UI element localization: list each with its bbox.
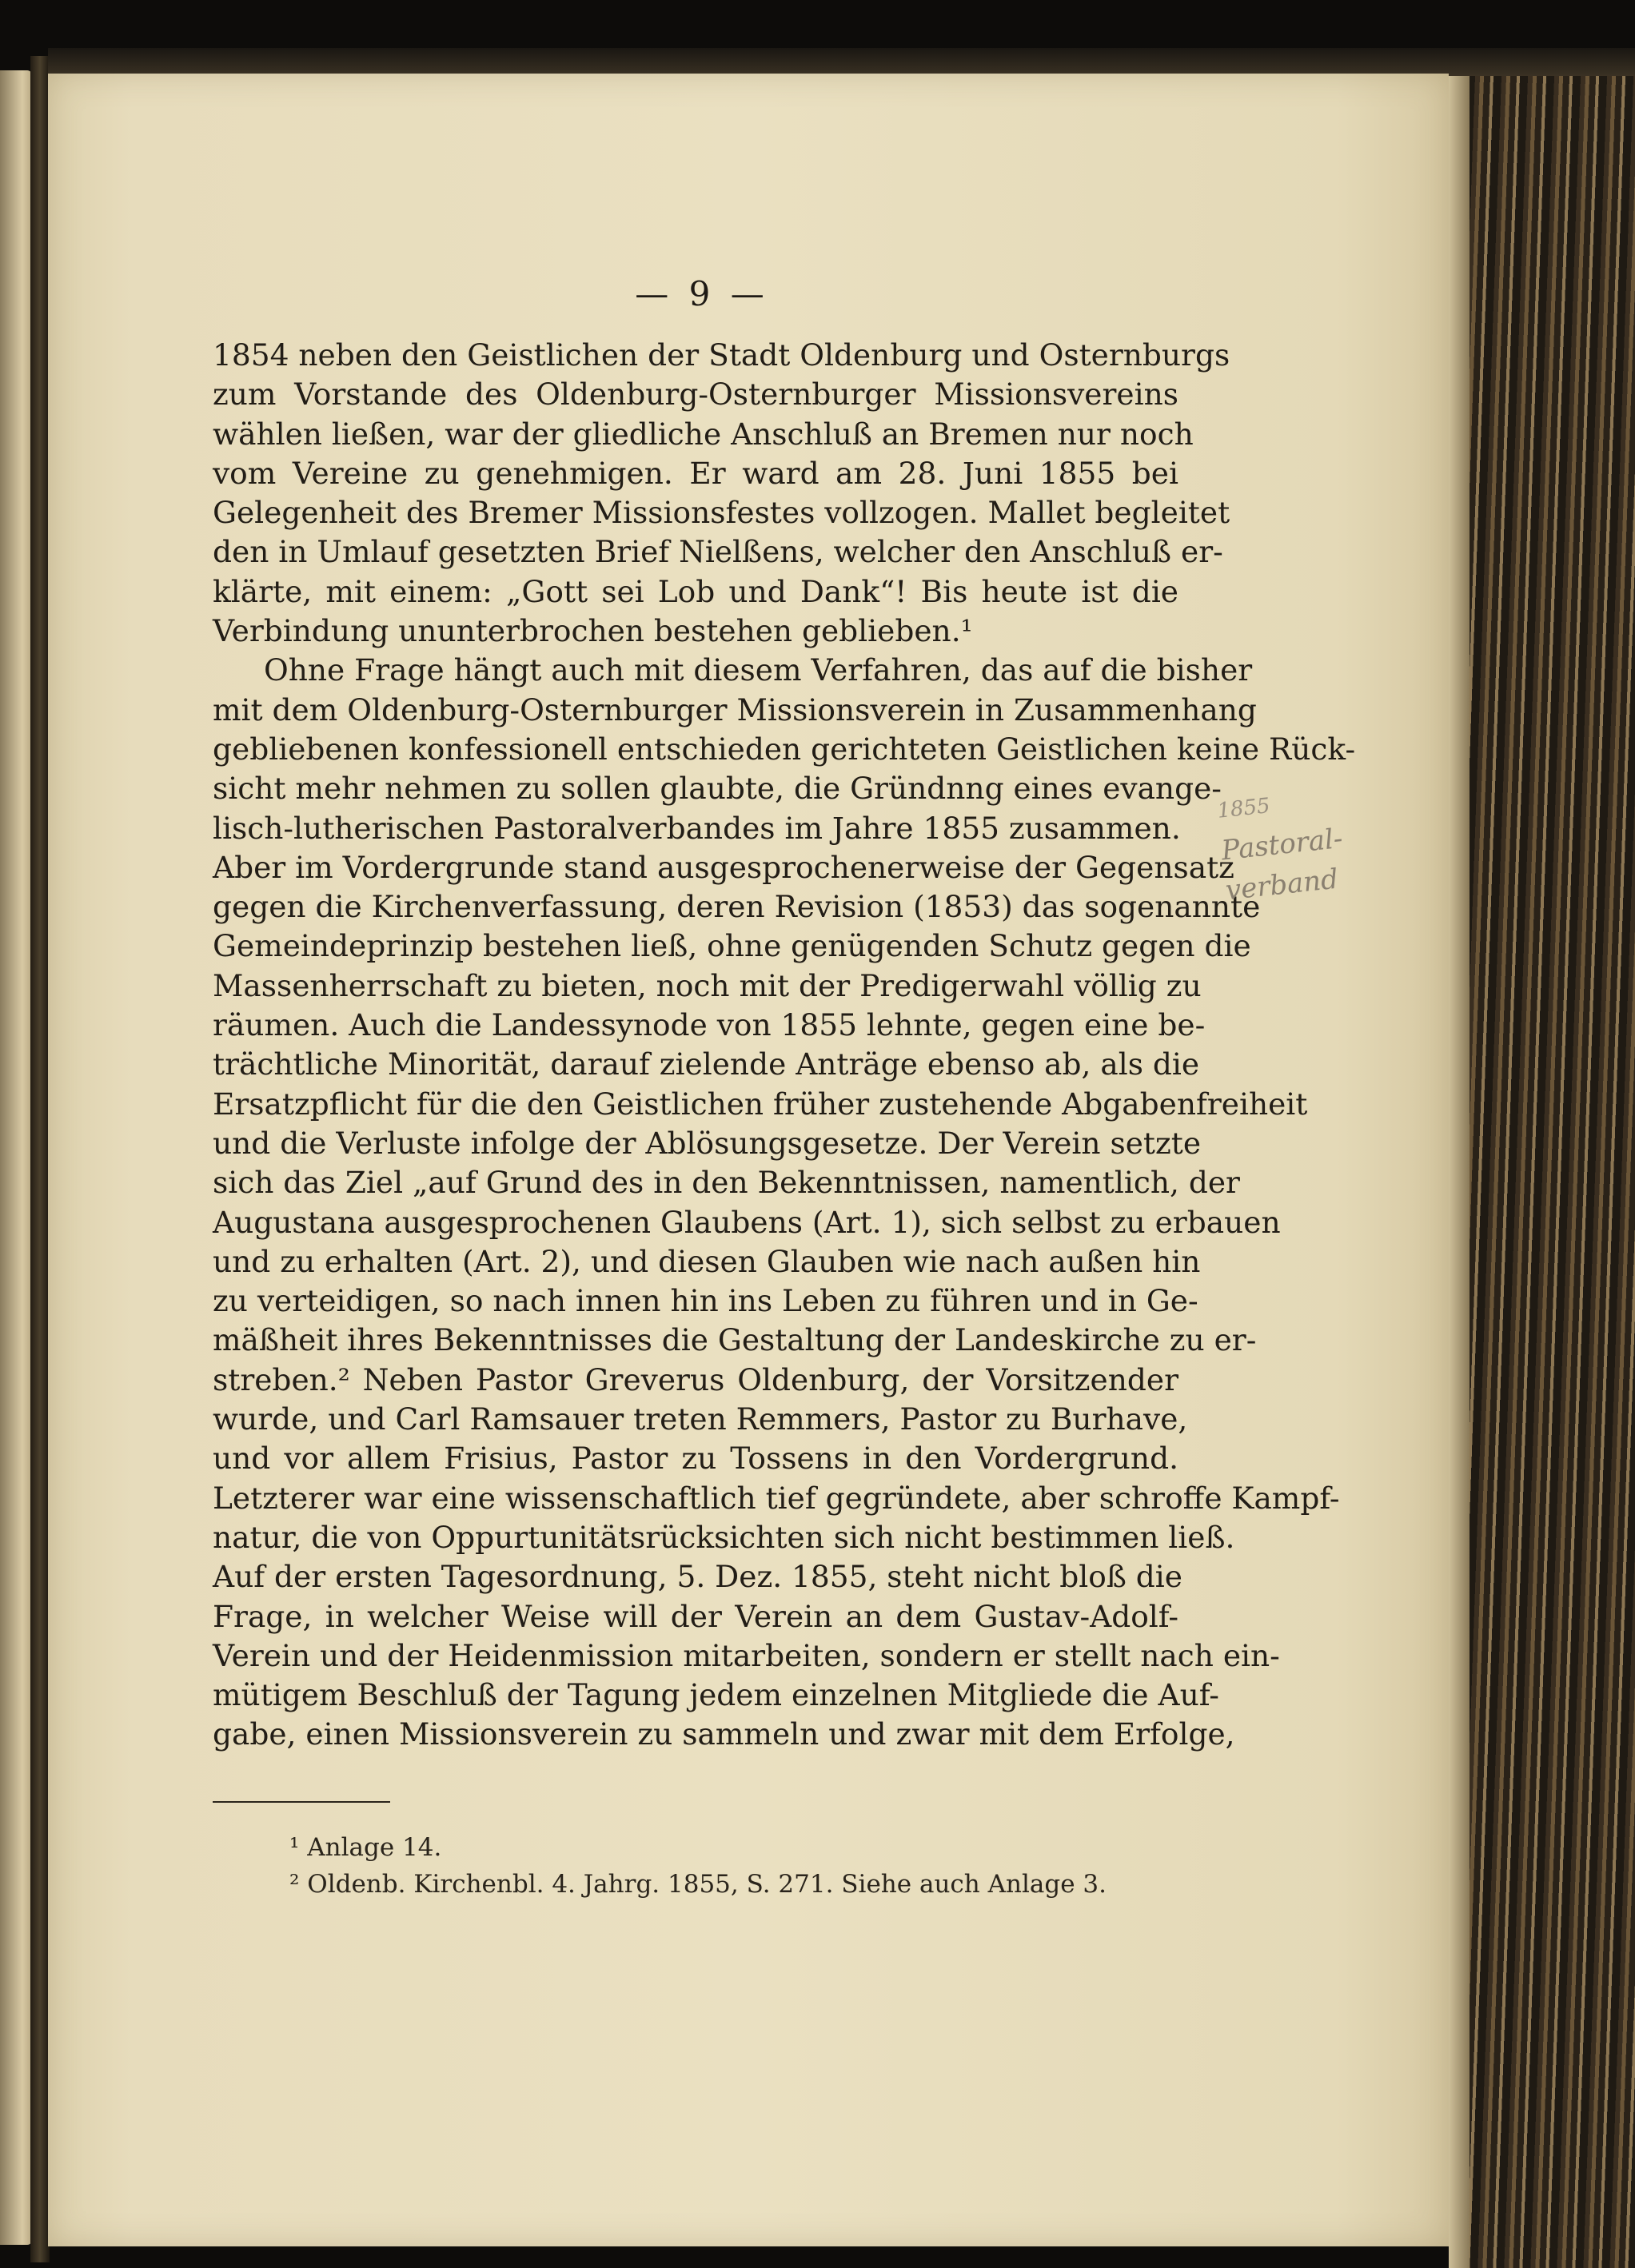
text-line: lisch-lutherischen Pastoralverbandes im Jahre 1855 zusammen. xyxy=(213,810,1181,846)
text-line: Letzterer war eine wissenschaftlich tief gegründete, aber schroffe Kampf- xyxy=(213,1480,1340,1516)
text-line: sicht mehr nehmen zu sollen glaubte, die Gründnng eines evange- xyxy=(213,771,1222,807)
facing-page-edge xyxy=(0,70,32,2245)
text-line: wählen ließen, war der gliedliche Anschluß an Bremen nur noch xyxy=(213,416,1194,452)
book-cover-top xyxy=(48,48,1635,77)
text-line: mäßheit ihres Bekenntnisses die Gestaltung der Landeskirche zu er- xyxy=(213,1322,1257,1358)
text-line: Ohne Frage hängt auch mit diesem Verfahren, das auf die bisher xyxy=(264,652,1253,688)
text-line: zu verteidigen, so nach innen hin ins Leben zu führen und in Ge- xyxy=(213,1283,1198,1319)
footnote: ² Oldenb. Kirchenbl. 4. Jahrg. 1855, S. 271. Siehe auch Anlage 3. xyxy=(289,1870,1107,1899)
marginalia-line: verband xyxy=(1223,863,1340,907)
marbled-book-cover xyxy=(1449,76,1635,2268)
marginalia-line: 1855 xyxy=(1216,794,1271,823)
footnotes xyxy=(289,1829,1169,1903)
text-line: zum Vorstande des Oldenburg-Osternburger Missionsvereins xyxy=(213,377,1178,413)
text-line: Auf der ersten Tagesordnung, 5. Dez. 1855, steht nicht bloß die xyxy=(213,1559,1182,1595)
text-line: und zu erhalten (Art. 2), und diesen Glauben wie nach außen hin xyxy=(213,1243,1201,1279)
footnote: ¹ Anlage 14. xyxy=(289,1833,442,1862)
handwritten-marginalia xyxy=(1215,770,1434,911)
text-line: und die Verluste infolge der Ablösungsgesetze. Der Verein setzte xyxy=(213,1125,1202,1161)
text-line: Verein und der Heidenmission mitarbeiten, sondern er stellt nach ein- xyxy=(213,1637,1280,1673)
text-line: streben.² Neben Pastor Greverus Oldenburg, der Vorsitzender xyxy=(213,1361,1178,1397)
page-number: — 9 — xyxy=(635,274,769,313)
book-gutter xyxy=(30,56,50,2262)
text-line: räumen. Auch die Landessynode von 1855 lehnte, gegen eine be- xyxy=(213,1007,1206,1043)
text-line: trächtliche Minorität, darauf zielende Anträge ebenso ab, als die xyxy=(213,1046,1200,1082)
text-line: Frage, in welcher Weise will der Verein an dem Gustav-Adolf- xyxy=(213,1598,1178,1634)
text-line: Gelegenheit des Bremer Missionsfestes vollzogen. Mallet begleitet xyxy=(213,495,1230,531)
text-line: gegen die Kirchenverfassung, deren Revision (1853) das sogenannte xyxy=(213,889,1261,925)
text-line: Gemeindeprinzip bestehen ließ, ohne genügenden Schutz gegen die xyxy=(213,928,1251,964)
text-line: natur, die von Oppurtunitätsrücksichten sich nicht bestimmen ließ. xyxy=(213,1519,1235,1555)
text-line: Ersatzpflicht für die den Geistlichen früher zustehende Abgabenfreiheit xyxy=(213,1086,1308,1122)
text-line: 1854 neben den Geistlichen der Stadt Oldenburg und Osternburgs xyxy=(213,337,1230,373)
text-line: und vor allem Frisius, Pastor zu Tossens in den Vordergrund. xyxy=(213,1441,1178,1477)
text-line: mütigem Beschluß der Tagung jedem einzelnen Mitgliede die Auf- xyxy=(213,1677,1219,1713)
text-line: klärte, mit einem: „Gott sei Lob und Dank“! Bis heute ist die xyxy=(213,573,1178,609)
text-line: vom Vereine zu genehmigen. Er ward am 28. Juni 1855 bei xyxy=(213,455,1178,491)
text-line: mit dem Oldenburg-Osternburger Missionsverein in Zusammenhang xyxy=(213,692,1257,727)
body-text xyxy=(213,336,1356,1755)
text-line: Verbindung ununterbrochen bestehen geblieben.¹ xyxy=(213,613,973,649)
text-line: wurde, und Carl Ramsauer treten Remmers, Pastor zu Burhave, xyxy=(213,1401,1188,1437)
text-line: sich das Ziel „auf Grund des in den Bekenntnissen, namentlich, der xyxy=(213,1165,1240,1201)
text-line: den in Umlauf gesetzten Brief Nielßens, welcher den Anschluß er- xyxy=(213,534,1223,570)
footnote-rule xyxy=(213,1801,390,1803)
marginalia-line: Pastoral- xyxy=(1219,822,1345,867)
text-line: gabe, einen Missionsverein zu sammeln und zwar mit dem Erfolge, xyxy=(213,1716,1235,1752)
text-line: Massenherrschaft zu bieten, noch mit der Predigerwahl völlig zu xyxy=(213,967,1202,1003)
text-line: gebliebenen konfessionell entschieden gerichteten Geistlichen keine Rück- xyxy=(213,731,1356,767)
text-line: Augustana ausgesprochenen Glaubens (Art. 1), sich selbst zu erbauen xyxy=(213,1204,1281,1240)
text-line: Aber im Vordergrunde stand ausgesprochenerweise der Gegensatz xyxy=(213,849,1234,885)
